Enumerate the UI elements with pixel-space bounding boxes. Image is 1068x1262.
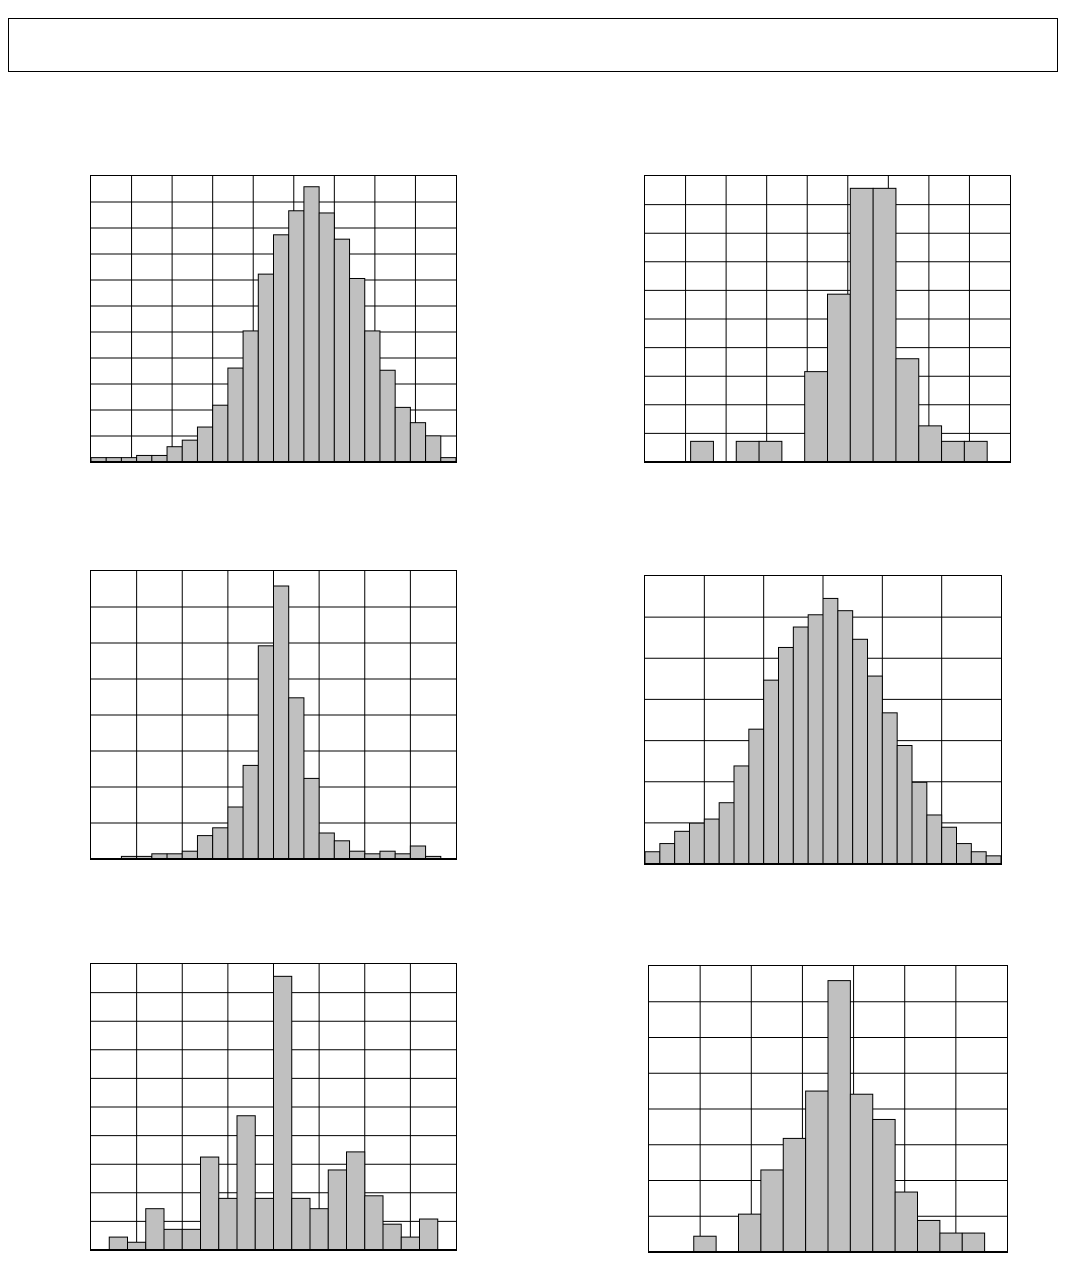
chart-panel-middle-right [644,575,1002,865]
histogram-middle-right [645,576,1001,864]
plot-area-bottom-right [648,965,1008,1253]
plot-area-middle-right [644,575,1002,865]
histogram-top-right [645,176,1010,462]
chart-panel-middle-left [90,570,457,860]
chart-panel-bottom-left [90,963,457,1251]
histogram-top-left [91,176,456,462]
header-banner [8,18,1058,72]
histogram-middle-left [91,571,456,859]
chart-panel-top-right [644,175,1011,463]
plot-area-top-left [90,175,457,463]
plot-area-bottom-left [90,963,457,1251]
histogram-bottom-right [649,966,1007,1252]
plot-area-middle-left [90,570,457,860]
histogram-bottom-left [91,964,456,1250]
chart-panel-bottom-right [648,965,1008,1253]
chart-panel-top-left [90,175,457,463]
plot-area-top-right [644,175,1011,463]
